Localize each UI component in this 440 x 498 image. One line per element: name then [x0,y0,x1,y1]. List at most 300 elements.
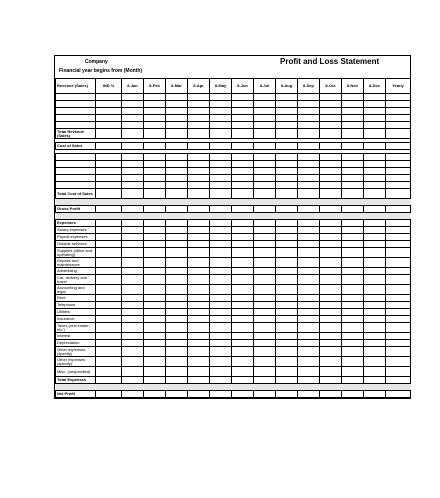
cell[interactable] [188,94,210,101]
cell[interactable] [254,275,276,285]
cell[interactable] [298,309,320,316]
cell[interactable] [232,129,254,139]
cell[interactable] [210,275,232,285]
cell[interactable] [166,108,188,115]
cell[interactable] [276,108,298,115]
cell[interactable] [364,227,386,234]
cell[interactable] [166,285,188,295]
cell[interactable] [166,323,188,333]
cell[interactable] [320,108,342,115]
cell[interactable] [188,258,210,268]
cell[interactable] [342,285,364,295]
cell[interactable] [254,161,276,168]
cell[interactable] [96,115,122,122]
cell[interactable] [144,323,166,333]
cell[interactable] [276,101,298,108]
cell[interactable] [254,94,276,101]
cell[interactable] [122,347,144,357]
cell[interactable] [298,94,320,101]
cell[interactable] [254,241,276,248]
cell[interactable] [166,391,188,398]
cell[interactable] [122,258,144,268]
cell[interactable] [210,115,232,122]
cell[interactable] [342,275,364,285]
cell[interactable] [342,347,364,357]
cell[interactable] [166,377,188,384]
cell[interactable] [342,206,364,213]
cell[interactable] [188,302,210,309]
cell[interactable] [210,340,232,347]
cell[interactable] [166,227,188,234]
cell[interactable] [320,377,342,384]
cell[interactable] [342,248,364,258]
cell[interactable] [122,168,144,175]
cell[interactable] [232,285,254,295]
cell[interactable] [320,323,342,333]
cell[interactable] [386,122,411,129]
cell[interactable] [144,248,166,258]
cell[interactable] [122,357,144,367]
cell[interactable] [364,275,386,285]
cell[interactable] [298,108,320,115]
cell[interactable] [364,316,386,323]
cell[interactable] [298,122,320,129]
cell[interactable] [232,94,254,101]
cell[interactable] [188,175,210,182]
cell[interactable] [122,175,144,182]
cell[interactable] [96,168,122,175]
cell[interactable] [188,268,210,275]
cell[interactable] [122,122,144,129]
cell[interactable] [254,347,276,357]
cell[interactable] [386,154,411,161]
cell[interactable] [276,258,298,268]
cell[interactable] [210,316,232,323]
cell[interactable] [122,220,144,227]
cell[interactable] [276,316,298,323]
cell[interactable] [320,206,342,213]
cell[interactable] [386,367,411,377]
cell[interactable] [166,168,188,175]
cell[interactable] [276,143,298,150]
cell[interactable] [210,248,232,258]
cell[interactable] [364,367,386,377]
cell[interactable] [122,189,144,199]
cell[interactable] [122,275,144,285]
cell[interactable] [364,347,386,357]
cell[interactable] [386,143,411,150]
cell[interactable] [276,377,298,384]
cell[interactable] [210,241,232,248]
cell[interactable] [320,391,342,398]
cell[interactable] [298,377,320,384]
cell[interactable] [166,347,188,357]
cell[interactable] [166,220,188,227]
cell[interactable] [298,285,320,295]
cell[interactable] [144,340,166,347]
cell[interactable] [122,285,144,295]
cell[interactable] [298,115,320,122]
cell[interactable] [254,234,276,241]
cell[interactable] [96,357,122,367]
cell[interactable] [166,309,188,316]
cell[interactable] [364,175,386,182]
cell[interactable] [210,377,232,384]
cell[interactable] [144,94,166,101]
cell[interactable] [276,206,298,213]
cell[interactable] [364,129,386,139]
cell[interactable] [298,168,320,175]
cell[interactable] [96,295,122,302]
cell[interactable] [166,175,188,182]
cell[interactable] [166,94,188,101]
cell[interactable] [210,367,232,377]
cell[interactable] [144,168,166,175]
cell[interactable] [364,309,386,316]
cell[interactable] [122,241,144,248]
cell[interactable] [122,333,144,340]
cell[interactable] [210,391,232,398]
cell[interactable] [364,101,386,108]
cell[interactable] [210,234,232,241]
cell[interactable] [342,101,364,108]
cell[interactable] [188,122,210,129]
cell[interactable] [298,347,320,357]
cell[interactable] [144,316,166,323]
cell[interactable] [342,143,364,150]
cell[interactable] [364,234,386,241]
cell[interactable] [122,316,144,323]
cell[interactable] [96,377,122,384]
cell[interactable] [298,258,320,268]
cell[interactable] [298,154,320,161]
cell[interactable] [298,302,320,309]
cell[interactable] [144,377,166,384]
cell[interactable] [364,295,386,302]
cell[interactable] [254,143,276,150]
cell[interactable] [166,268,188,275]
cell[interactable] [364,115,386,122]
cell[interactable] [276,333,298,340]
cell[interactable] [144,333,166,340]
cell[interactable] [254,285,276,295]
cell[interactable] [276,175,298,182]
cell[interactable] [188,377,210,384]
cell[interactable] [232,115,254,122]
cell[interactable] [276,129,298,139]
cell[interactable] [188,323,210,333]
cell[interactable] [254,175,276,182]
cell[interactable] [232,227,254,234]
cell[interactable] [188,182,210,189]
cell[interactable] [232,168,254,175]
cell[interactable] [166,295,188,302]
cell[interactable] [210,268,232,275]
cell[interactable] [386,347,411,357]
cell[interactable] [166,161,188,168]
cell[interactable] [386,227,411,234]
cell[interactable] [298,248,320,258]
cell[interactable] [364,391,386,398]
cell[interactable] [276,340,298,347]
cell[interactable] [96,182,122,189]
cell[interactable] [144,295,166,302]
cell[interactable] [364,94,386,101]
cell[interactable] [386,268,411,275]
cell[interactable] [232,154,254,161]
cell[interactable] [342,175,364,182]
cell[interactable] [232,258,254,268]
cell[interactable] [96,234,122,241]
cell[interactable] [342,333,364,340]
cell[interactable] [320,154,342,161]
cell[interactable] [364,168,386,175]
cell[interactable] [122,182,144,189]
cell[interactable] [96,268,122,275]
cell[interactable] [298,323,320,333]
cell[interactable] [320,248,342,258]
cell[interactable] [232,295,254,302]
cell[interactable] [232,377,254,384]
cell[interactable] [276,347,298,357]
cell[interactable] [364,340,386,347]
cell[interactable] [144,241,166,248]
cell[interactable] [386,295,411,302]
cell[interactable] [364,248,386,258]
cell[interactable] [320,285,342,295]
cell[interactable] [276,302,298,309]
cell[interactable] [276,241,298,248]
cell[interactable] [254,316,276,323]
cell[interactable] [298,227,320,234]
cell[interactable] [232,391,254,398]
cell[interactable] [96,206,122,213]
cell[interactable] [320,189,342,199]
cell[interactable] [166,340,188,347]
cell[interactable] [166,189,188,199]
cell[interactable] [254,122,276,129]
cell[interactable] [188,108,210,115]
cell[interactable] [122,377,144,384]
cell[interactable] [188,241,210,248]
cell[interactable] [122,115,144,122]
cell[interactable] [144,161,166,168]
cell[interactable] [166,367,188,377]
cell[interactable] [166,182,188,189]
cell[interactable] [254,302,276,309]
cell[interactable] [210,220,232,227]
cell[interactable] [342,168,364,175]
cell[interactable] [298,101,320,108]
cell[interactable] [144,275,166,285]
cell[interactable] [232,161,254,168]
cell[interactable] [96,129,122,139]
cell[interactable] [298,340,320,347]
cell[interactable] [364,108,386,115]
cell[interactable] [122,248,144,258]
cell[interactable] [188,234,210,241]
cell[interactable] [386,333,411,340]
cell[interactable] [188,316,210,323]
cell[interactable] [232,220,254,227]
cell[interactable] [364,323,386,333]
cell[interactable] [276,182,298,189]
cell[interactable] [188,357,210,367]
cell[interactable] [122,309,144,316]
cell[interactable] [254,227,276,234]
cell[interactable] [166,316,188,323]
cell[interactable] [96,333,122,340]
cell[interactable] [210,295,232,302]
cell[interactable] [386,182,411,189]
cell[interactable] [232,108,254,115]
cell[interactable] [254,357,276,367]
cell[interactable] [232,206,254,213]
cell[interactable] [232,101,254,108]
cell[interactable] [96,154,122,161]
cell[interactable] [342,295,364,302]
cell[interactable] [232,357,254,367]
cell[interactable] [96,108,122,115]
cell[interactable] [320,161,342,168]
cell[interactable] [188,154,210,161]
cell[interactable] [342,122,364,129]
cell[interactable] [298,333,320,340]
cell[interactable] [364,220,386,227]
cell[interactable] [342,234,364,241]
cell[interactable] [122,206,144,213]
cell[interactable] [320,333,342,340]
cell[interactable] [232,182,254,189]
cell[interactable] [144,182,166,189]
cell[interactable] [210,175,232,182]
cell[interactable] [342,220,364,227]
cell[interactable] [386,129,411,139]
cell[interactable] [144,101,166,108]
cell[interactable] [122,161,144,168]
cell[interactable] [342,309,364,316]
cell[interactable] [276,122,298,129]
cell[interactable] [386,206,411,213]
cell[interactable] [96,391,122,398]
cell[interactable] [386,258,411,268]
cell[interactable] [166,115,188,122]
cell[interactable] [232,323,254,333]
cell[interactable] [386,115,411,122]
cell[interactable] [342,161,364,168]
cell[interactable] [276,227,298,234]
cell[interactable] [232,248,254,258]
cell[interactable] [386,309,411,316]
cell[interactable] [386,340,411,347]
cell[interactable] [232,275,254,285]
cell[interactable] [386,316,411,323]
cell[interactable] [320,302,342,309]
cell[interactable] [254,115,276,122]
cell[interactable] [386,248,411,258]
cell[interactable] [144,227,166,234]
cell[interactable] [386,101,411,108]
cell[interactable] [342,258,364,268]
cell[interactable] [386,161,411,168]
cell[interactable] [254,168,276,175]
cell[interactable] [144,258,166,268]
cell[interactable] [188,189,210,199]
cell[interactable] [254,129,276,139]
cell[interactable] [210,323,232,333]
cell[interactable] [276,357,298,367]
cell[interactable] [254,206,276,213]
cell[interactable] [342,182,364,189]
cell[interactable] [210,154,232,161]
cell[interactable] [166,333,188,340]
cell[interactable] [210,101,232,108]
cell[interactable] [342,302,364,309]
cell[interactable] [144,206,166,213]
cell[interactable] [166,357,188,367]
cell[interactable] [298,275,320,285]
cell[interactable] [122,323,144,333]
cell[interactable] [386,175,411,182]
cell[interactable] [210,347,232,357]
cell[interactable] [144,115,166,122]
cell[interactable] [166,143,188,150]
cell[interactable] [276,295,298,302]
cell[interactable] [342,340,364,347]
cell[interactable] [320,115,342,122]
cell[interactable] [96,227,122,234]
cell[interactable] [298,161,320,168]
cell[interactable] [144,268,166,275]
cell[interactable] [232,302,254,309]
cell[interactable] [342,94,364,101]
cell[interactable] [232,333,254,340]
cell[interactable] [320,316,342,323]
cell[interactable] [276,115,298,122]
cell[interactable] [188,129,210,139]
cell[interactable] [386,391,411,398]
cell[interactable] [276,94,298,101]
cell[interactable] [342,108,364,115]
cell[interactable] [122,302,144,309]
cell[interactable] [210,129,232,139]
cell[interactable] [276,391,298,398]
cell[interactable] [320,94,342,101]
cell[interactable] [342,316,364,323]
cell[interactable] [364,206,386,213]
cell[interactable] [364,161,386,168]
cell[interactable] [342,268,364,275]
cell[interactable] [298,129,320,139]
cell[interactable] [166,206,188,213]
cell[interactable] [364,302,386,309]
cell[interactable] [364,268,386,275]
cell[interactable] [276,275,298,285]
cell[interactable] [298,357,320,367]
cell[interactable] [166,154,188,161]
cell[interactable] [96,241,122,248]
cell[interactable] [254,182,276,189]
cell[interactable] [210,333,232,340]
cell[interactable] [386,275,411,285]
cell[interactable] [166,234,188,241]
cell[interactable] [254,258,276,268]
cell[interactable] [276,189,298,199]
cell[interactable] [276,285,298,295]
cell[interactable] [122,340,144,347]
cell[interactable] [166,122,188,129]
cell[interactable] [144,175,166,182]
